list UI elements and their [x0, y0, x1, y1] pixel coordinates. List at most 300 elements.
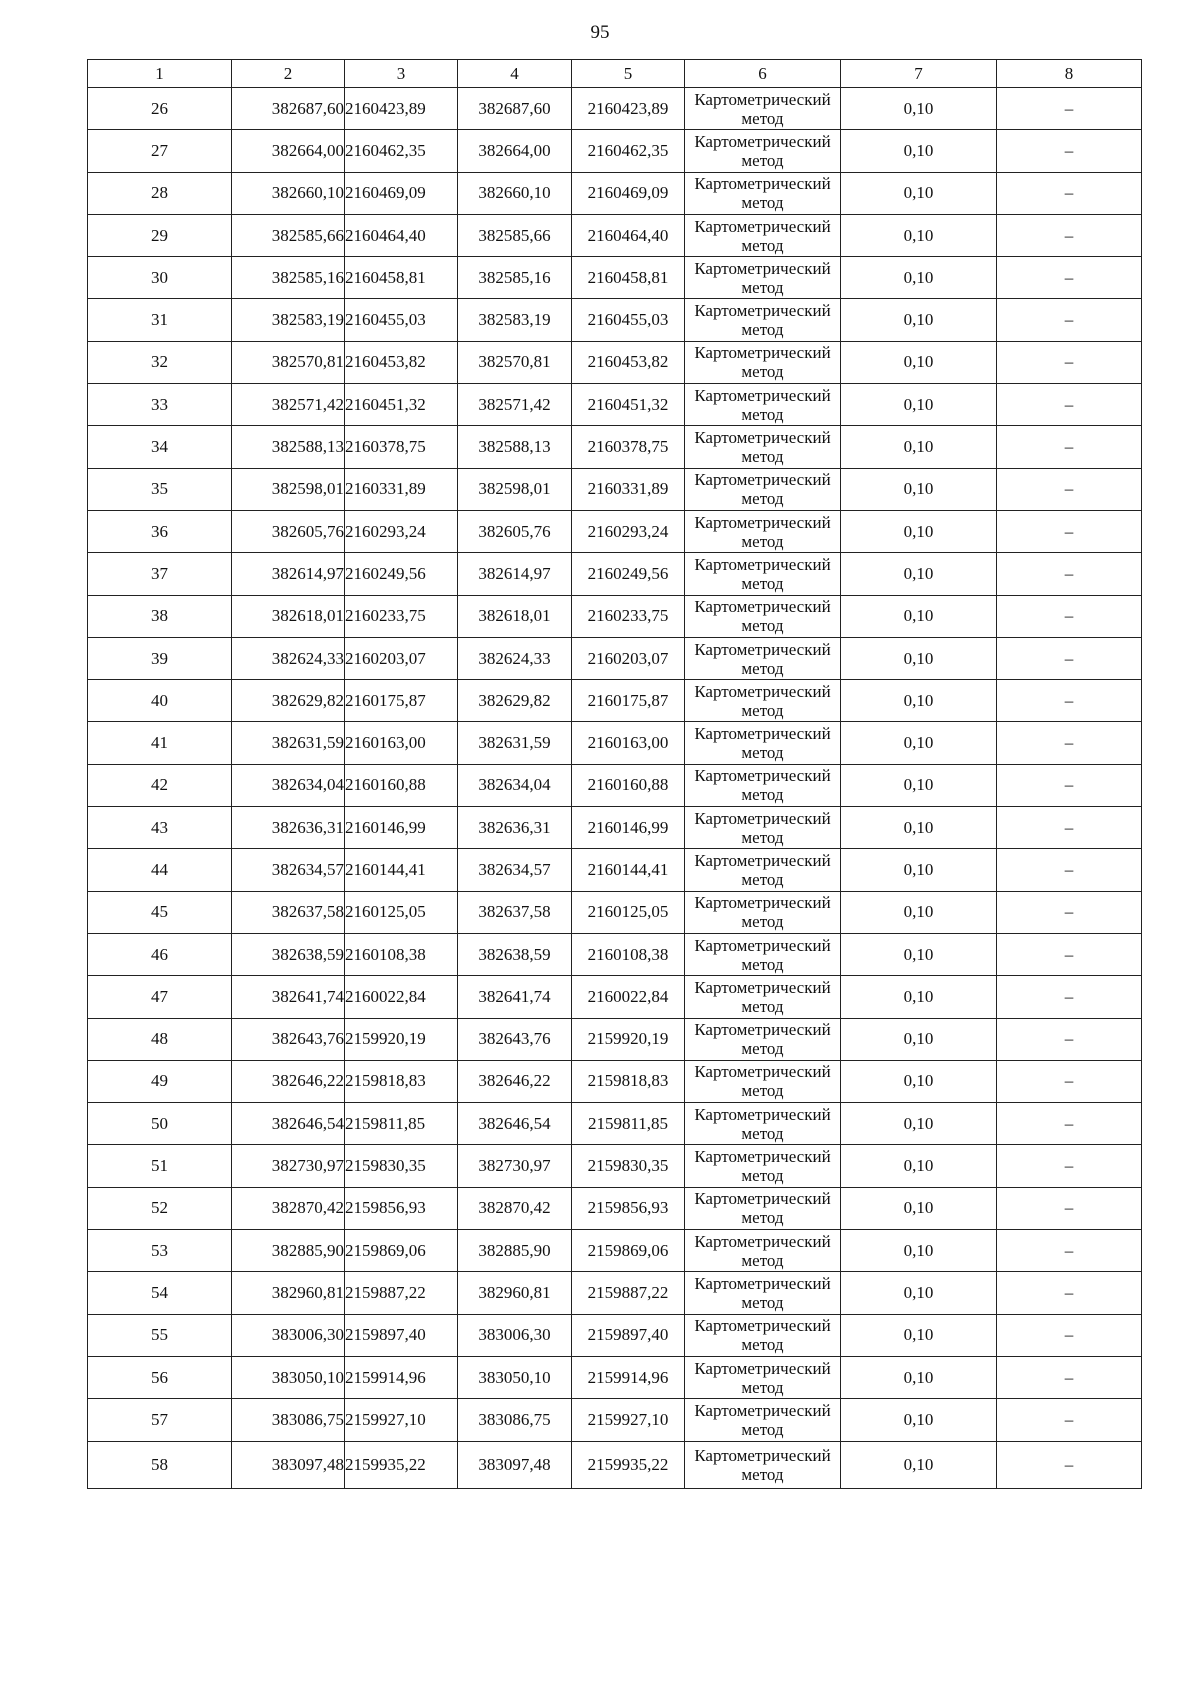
- note-cell: –: [997, 130, 1142, 172]
- method-line-2: метод: [741, 912, 784, 932]
- table-header-row: [88, 60, 1142, 88]
- accuracy-cell: 0,10: [841, 214, 997, 256]
- accuracy-cell: 0,10: [841, 1145, 997, 1187]
- x-refined-cell: 382634,04: [458, 764, 572, 806]
- x-refined-cell: 383050,10: [458, 1356, 572, 1398]
- method-cell: [685, 257, 841, 299]
- method-cell: [685, 172, 841, 214]
- y-refined-cell: 2160458,81: [572, 257, 685, 299]
- method-cell: [685, 976, 841, 1018]
- y-existing-cell: 2160022,84: [345, 976, 458, 1018]
- method-line-1: Картометрический: [694, 470, 831, 490]
- method-cell: [685, 553, 841, 595]
- method-line-1: Картометрический: [694, 258, 831, 278]
- x-refined-cell: 382638,59: [458, 933, 572, 975]
- column-header: 3: [345, 60, 458, 88]
- column-header: 6: [685, 60, 841, 88]
- accuracy-cell: 0,10: [841, 764, 997, 806]
- method-line-1: Картометрический: [694, 893, 831, 913]
- x-existing-cell: 382960,81: [232, 1272, 345, 1314]
- method-line-1: Картометрический: [694, 385, 831, 405]
- y-refined-cell: 2160249,56: [572, 553, 685, 595]
- y-existing-cell: 2160144,41: [345, 849, 458, 891]
- table-row: [88, 849, 1142, 891]
- coordinates-table: [87, 59, 1142, 1489]
- x-existing-cell: 382583,19: [232, 299, 345, 341]
- method-line-1: Картометрический: [694, 343, 831, 363]
- method-cell: [685, 214, 841, 256]
- method-cell: [685, 468, 841, 510]
- y-refined-cell: 2160125,05: [572, 891, 685, 933]
- note-cell: –: [997, 1272, 1142, 1314]
- note-cell: –: [997, 426, 1142, 468]
- y-existing-cell: 2160125,05: [345, 891, 458, 933]
- x-existing-cell: 383006,30: [232, 1314, 345, 1356]
- x-existing-cell: 382636,31: [232, 807, 345, 849]
- method-line-1: Картометрический: [694, 216, 831, 236]
- table-row: [88, 976, 1142, 1018]
- y-refined-cell: 2160022,84: [572, 976, 685, 1018]
- x-refined-cell: 382588,13: [458, 426, 572, 468]
- y-refined-cell: 2160203,07: [572, 637, 685, 679]
- method-cell: [685, 130, 841, 172]
- method-line-2: метод: [741, 1081, 784, 1101]
- method-cell: [685, 341, 841, 383]
- point-number-cell: 51: [88, 1145, 232, 1187]
- table-row: [88, 933, 1142, 975]
- y-existing-cell: 2160175,87: [345, 680, 458, 722]
- method-line-1: Картометрический: [694, 301, 831, 321]
- method-cell: [685, 680, 841, 722]
- point-number-cell: 39: [88, 637, 232, 679]
- accuracy-cell: 0,10: [841, 1314, 997, 1356]
- point-number-cell: 38: [88, 595, 232, 637]
- point-number-cell: 54: [88, 1272, 232, 1314]
- point-number-cell: 55: [88, 1314, 232, 1356]
- method-line-2: метод: [741, 827, 784, 847]
- y-existing-cell: 2160455,03: [345, 299, 458, 341]
- x-refined-cell: 382643,76: [458, 1018, 572, 1060]
- point-number-cell: 29: [88, 214, 232, 256]
- method-cell: [685, 807, 841, 849]
- method-line-2: метод: [741, 150, 784, 170]
- method-line-2: метод: [741, 1464, 784, 1484]
- accuracy-cell: 0,10: [841, 341, 997, 383]
- method-line-1: Картометрический: [694, 850, 831, 870]
- x-existing-cell: 382637,58: [232, 891, 345, 933]
- x-refined-cell: 382641,74: [458, 976, 572, 1018]
- table-row: [88, 341, 1142, 383]
- table-row: [88, 637, 1142, 679]
- x-existing-cell: 382570,81: [232, 341, 345, 383]
- point-number-cell: 58: [88, 1441, 232, 1488]
- y-existing-cell: 2159869,06: [345, 1230, 458, 1272]
- accuracy-cell: 0,10: [841, 299, 997, 341]
- method-cell: [685, 1145, 841, 1187]
- point-number-cell: 36: [88, 510, 232, 552]
- x-refined-cell: 382624,33: [458, 637, 572, 679]
- point-number-cell: 30: [88, 257, 232, 299]
- point-number-cell: 26: [88, 88, 232, 130]
- table-row: [88, 680, 1142, 722]
- accuracy-cell: 0,10: [841, 976, 997, 1018]
- y-refined-cell: 2159818,83: [572, 1060, 685, 1102]
- x-refined-cell: 383006,30: [458, 1314, 572, 1356]
- x-existing-cell: 382687,60: [232, 88, 345, 130]
- table-body: [88, 88, 1142, 1489]
- point-number-cell: 47: [88, 976, 232, 1018]
- method-line-1: Картометрический: [694, 1020, 831, 1040]
- method-line-2: метод: [741, 1123, 784, 1143]
- column-header: 2: [232, 60, 345, 88]
- point-number-cell: 28: [88, 172, 232, 214]
- y-existing-cell: 2160146,99: [345, 807, 458, 849]
- method-line-2: метод: [741, 1292, 784, 1312]
- note-cell: –: [997, 807, 1142, 849]
- y-existing-cell: 2160458,81: [345, 257, 458, 299]
- y-refined-cell: 2160464,40: [572, 214, 685, 256]
- method-line-2: метод: [741, 785, 784, 805]
- table-row: [88, 1441, 1142, 1488]
- method-line-1: Картометрический: [694, 89, 831, 109]
- x-refined-cell: 382605,76: [458, 510, 572, 552]
- method-line-2: метод: [741, 277, 784, 297]
- accuracy-cell: 0,10: [841, 1060, 997, 1102]
- point-number-cell: 27: [88, 130, 232, 172]
- y-existing-cell: 2160293,24: [345, 510, 458, 552]
- method-line-2: метод: [741, 1250, 784, 1270]
- accuracy-cell: 0,10: [841, 1230, 997, 1272]
- x-refined-cell: 382571,42: [458, 384, 572, 426]
- y-existing-cell: 2160462,35: [345, 130, 458, 172]
- table-row: [88, 595, 1142, 637]
- method-line-1: Картометрический: [694, 766, 831, 786]
- table-row: [88, 130, 1142, 172]
- x-existing-cell: 382629,82: [232, 680, 345, 722]
- note-cell: –: [997, 680, 1142, 722]
- y-refined-cell: 2159935,22: [572, 1441, 685, 1488]
- accuracy-cell: 0,10: [841, 553, 997, 595]
- accuracy-cell: 0,10: [841, 933, 997, 975]
- table-row: [88, 1187, 1142, 1229]
- x-refined-cell: 382585,16: [458, 257, 572, 299]
- method-line-1: Картометрический: [694, 1189, 831, 1209]
- method-cell: [685, 1441, 841, 1488]
- note-cell: –: [997, 1441, 1142, 1488]
- x-refined-cell: 382631,59: [458, 722, 572, 764]
- method-line-2: метод: [741, 954, 784, 974]
- x-existing-cell: 382885,90: [232, 1230, 345, 1272]
- method-line-2: метод: [741, 658, 784, 678]
- x-existing-cell: 382585,66: [232, 214, 345, 256]
- method-cell: [685, 1187, 841, 1229]
- y-existing-cell: 2160453,82: [345, 341, 458, 383]
- method-line-2: метод: [741, 404, 784, 424]
- note-cell: –: [997, 341, 1142, 383]
- table-row: [88, 1145, 1142, 1187]
- column-header: 8: [997, 60, 1142, 88]
- x-existing-cell: 382634,57: [232, 849, 345, 891]
- point-number-cell: 52: [88, 1187, 232, 1229]
- y-refined-cell: 2160455,03: [572, 299, 685, 341]
- note-cell: –: [997, 637, 1142, 679]
- accuracy-cell: 0,10: [841, 1356, 997, 1398]
- method-line-2: метод: [741, 573, 784, 593]
- method-cell: [685, 1356, 841, 1398]
- y-existing-cell: 2160464,40: [345, 214, 458, 256]
- x-existing-cell: 382660,10: [232, 172, 345, 214]
- y-refined-cell: 2159920,19: [572, 1018, 685, 1060]
- y-existing-cell: 2160163,00: [345, 722, 458, 764]
- note-cell: –: [997, 468, 1142, 510]
- method-cell: [685, 88, 841, 130]
- y-refined-cell: 2160331,89: [572, 468, 685, 510]
- y-refined-cell: 2160160,88: [572, 764, 685, 806]
- y-existing-cell: 2159887,22: [345, 1272, 458, 1314]
- method-line-1: Картометрический: [694, 1400, 831, 1420]
- x-refined-cell: 382687,60: [458, 88, 572, 130]
- point-number-cell: 40: [88, 680, 232, 722]
- note-cell: –: [997, 1060, 1142, 1102]
- table-row: [88, 891, 1142, 933]
- accuracy-cell: 0,10: [841, 468, 997, 510]
- x-refined-cell: 382585,66: [458, 214, 572, 256]
- column-header: 5: [572, 60, 685, 88]
- y-refined-cell: 2160451,32: [572, 384, 685, 426]
- method-line-1: Картометрический: [694, 808, 831, 828]
- point-number-cell: 34: [88, 426, 232, 468]
- method-cell: [685, 722, 841, 764]
- accuracy-cell: 0,10: [841, 130, 997, 172]
- point-number-cell: 57: [88, 1399, 232, 1441]
- point-number-cell: 43: [88, 807, 232, 849]
- note-cell: –: [997, 1103, 1142, 1145]
- point-number-cell: 35: [88, 468, 232, 510]
- x-refined-cell: 382618,01: [458, 595, 572, 637]
- x-refined-cell: 382598,01: [458, 468, 572, 510]
- y-existing-cell: 2159914,96: [345, 1356, 458, 1398]
- x-existing-cell: 382605,76: [232, 510, 345, 552]
- table-row: [88, 1230, 1142, 1272]
- table-row: [88, 553, 1142, 595]
- x-refined-cell: 382634,57: [458, 849, 572, 891]
- note-cell: –: [997, 1018, 1142, 1060]
- method-line-1: Картометрический: [694, 512, 831, 532]
- y-existing-cell: 2160249,56: [345, 553, 458, 595]
- point-number-cell: 45: [88, 891, 232, 933]
- y-refined-cell: 2160108,38: [572, 933, 685, 975]
- x-refined-cell: 382637,58: [458, 891, 572, 933]
- x-existing-cell: 382624,33: [232, 637, 345, 679]
- y-existing-cell: 2159856,93: [345, 1187, 458, 1229]
- note-cell: –: [997, 553, 1142, 595]
- x-refined-cell: 382646,22: [458, 1060, 572, 1102]
- y-existing-cell: 2160423,89: [345, 88, 458, 130]
- method-cell: [685, 595, 841, 637]
- y-refined-cell: 2160144,41: [572, 849, 685, 891]
- accuracy-cell: 0,10: [841, 595, 997, 637]
- method-line-1: Картометрический: [694, 1147, 831, 1167]
- column-header: 4: [458, 60, 572, 88]
- table-row: [88, 764, 1142, 806]
- table-row: [88, 299, 1142, 341]
- y-existing-cell: 2160451,32: [345, 384, 458, 426]
- method-cell: [685, 1103, 841, 1145]
- x-existing-cell: 382638,59: [232, 933, 345, 975]
- method-cell: [685, 1399, 841, 1441]
- accuracy-cell: 0,10: [841, 426, 997, 468]
- method-line-2: метод: [741, 996, 784, 1016]
- x-refined-cell: 383086,75: [458, 1399, 572, 1441]
- y-existing-cell: 2160108,38: [345, 933, 458, 975]
- table-row: [88, 384, 1142, 426]
- accuracy-cell: 0,10: [841, 172, 997, 214]
- y-refined-cell: 2159927,10: [572, 1399, 685, 1441]
- y-existing-cell: 2160203,07: [345, 637, 458, 679]
- y-existing-cell: 2159927,10: [345, 1399, 458, 1441]
- accuracy-cell: 0,10: [841, 849, 997, 891]
- x-refined-cell: 383097,48: [458, 1441, 572, 1488]
- note-cell: –: [997, 1145, 1142, 1187]
- x-existing-cell: 382614,97: [232, 553, 345, 595]
- method-cell: [685, 384, 841, 426]
- x-existing-cell: 382646,22: [232, 1060, 345, 1102]
- x-existing-cell: 383050,10: [232, 1356, 345, 1398]
- method-line-2: метод: [741, 1335, 784, 1355]
- method-line-1: Картометрический: [694, 1273, 831, 1293]
- method-line-2: метод: [741, 700, 784, 720]
- note-cell: –: [997, 1187, 1142, 1229]
- y-refined-cell: 2159887,22: [572, 1272, 685, 1314]
- method-line-2: метод: [741, 531, 784, 551]
- note-cell: –: [997, 1230, 1142, 1272]
- method-line-1: Картометрический: [694, 639, 831, 659]
- point-number-cell: 32: [88, 341, 232, 383]
- method-line-2: метод: [741, 108, 784, 128]
- y-existing-cell: 2159897,40: [345, 1314, 458, 1356]
- point-number-cell: 37: [88, 553, 232, 595]
- point-number-cell: 48: [88, 1018, 232, 1060]
- x-existing-cell: 382634,04: [232, 764, 345, 806]
- accuracy-cell: 0,10: [841, 1441, 997, 1488]
- y-refined-cell: 2160453,82: [572, 341, 685, 383]
- y-existing-cell: 2160331,89: [345, 468, 458, 510]
- method-cell: [685, 510, 841, 552]
- method-line-1: Картометрический: [694, 597, 831, 617]
- x-existing-cell: 382643,76: [232, 1018, 345, 1060]
- accuracy-cell: 0,10: [841, 1018, 997, 1060]
- y-existing-cell: 2159811,85: [345, 1103, 458, 1145]
- method-line-1: Картометрический: [694, 554, 831, 574]
- accuracy-cell: 0,10: [841, 680, 997, 722]
- column-header: 7: [841, 60, 997, 88]
- method-line-1: Картометрический: [694, 935, 831, 955]
- table-row: [88, 214, 1142, 256]
- point-number-cell: 44: [88, 849, 232, 891]
- x-existing-cell: 382571,42: [232, 384, 345, 426]
- x-refined-cell: 382583,19: [458, 299, 572, 341]
- method-line-2: метод: [741, 447, 784, 467]
- method-line-1: Картометрический: [694, 1445, 831, 1465]
- x-existing-cell: 382618,01: [232, 595, 345, 637]
- point-number-cell: 49: [88, 1060, 232, 1102]
- method-line-1: Картометрический: [694, 1231, 831, 1251]
- y-refined-cell: 2160175,87: [572, 680, 685, 722]
- point-number-cell: 42: [88, 764, 232, 806]
- y-existing-cell: 2159830,35: [345, 1145, 458, 1187]
- table-row: [88, 88, 1142, 130]
- method-cell: [685, 764, 841, 806]
- note-cell: –: [997, 595, 1142, 637]
- y-existing-cell: 2160378,75: [345, 426, 458, 468]
- accuracy-cell: 0,10: [841, 384, 997, 426]
- table-row: [88, 1399, 1142, 1441]
- accuracy-cell: 0,10: [841, 891, 997, 933]
- method-line-1: Картометрический: [694, 681, 831, 701]
- y-refined-cell: 2160146,99: [572, 807, 685, 849]
- note-cell: –: [997, 1356, 1142, 1398]
- method-line-1: Картометрический: [694, 724, 831, 744]
- y-refined-cell: 2159897,40: [572, 1314, 685, 1356]
- note-cell: –: [997, 1314, 1142, 1356]
- accuracy-cell: 0,10: [841, 510, 997, 552]
- x-refined-cell: 382885,90: [458, 1230, 572, 1272]
- method-cell: [685, 1018, 841, 1060]
- x-refined-cell: 382646,54: [458, 1103, 572, 1145]
- table-row: [88, 1356, 1142, 1398]
- table-row: [88, 257, 1142, 299]
- method-line-2: метод: [741, 1377, 784, 1397]
- method-cell: [685, 426, 841, 468]
- note-cell: –: [997, 722, 1142, 764]
- y-refined-cell: 2160378,75: [572, 426, 685, 468]
- point-number-cell: 56: [88, 1356, 232, 1398]
- table-row: [88, 172, 1142, 214]
- method-line-2: метод: [741, 235, 784, 255]
- y-existing-cell: 2160160,88: [345, 764, 458, 806]
- method-cell: [685, 1230, 841, 1272]
- table-row: [88, 426, 1142, 468]
- method-cell: [685, 299, 841, 341]
- y-existing-cell: 2159818,83: [345, 1060, 458, 1102]
- method-cell: [685, 1272, 841, 1314]
- accuracy-cell: 0,10: [841, 807, 997, 849]
- point-number-cell: 31: [88, 299, 232, 341]
- point-number-cell: 46: [88, 933, 232, 975]
- method-line-1: Картометрический: [694, 1358, 831, 1378]
- note-cell: –: [997, 1399, 1142, 1441]
- x-existing-cell: 382631,59: [232, 722, 345, 764]
- x-refined-cell: 382660,10: [458, 172, 572, 214]
- x-refined-cell: 382664,00: [458, 130, 572, 172]
- page-number: 95: [590, 22, 610, 43]
- y-refined-cell: 2160293,24: [572, 510, 685, 552]
- note-cell: –: [997, 510, 1142, 552]
- x-refined-cell: 382960,81: [458, 1272, 572, 1314]
- accuracy-cell: 0,10: [841, 1187, 997, 1229]
- x-existing-cell: 382641,74: [232, 976, 345, 1018]
- note-cell: –: [997, 214, 1142, 256]
- method-cell: [685, 1314, 841, 1356]
- accuracy-cell: 0,10: [841, 1103, 997, 1145]
- method-line-2: метод: [741, 743, 784, 763]
- table-row: [88, 510, 1142, 552]
- x-existing-cell: 382730,97: [232, 1145, 345, 1187]
- x-refined-cell: 382870,42: [458, 1187, 572, 1229]
- table-row: [88, 468, 1142, 510]
- table-row: [88, 807, 1142, 849]
- method-line-1: Картометрический: [694, 428, 831, 448]
